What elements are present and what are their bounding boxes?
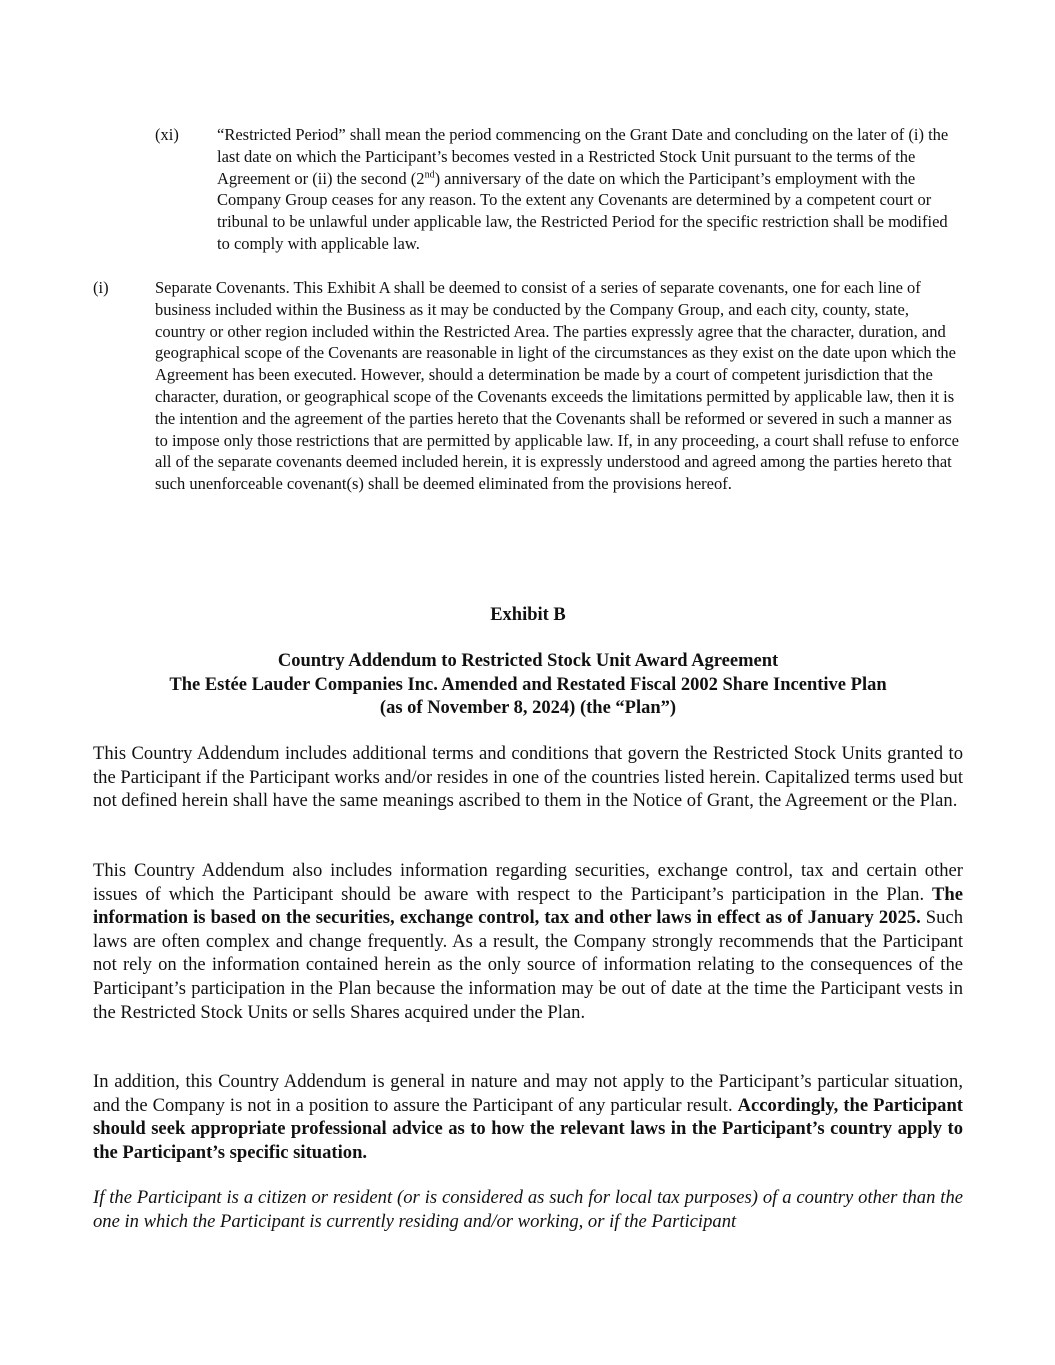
information-paragraph-end: Such laws are often complex and change frequently. As a result, the Company strongly recommends that the Participant not rely on the information contained herein as the only source of information relating to the consequences of the Participant’s participation in the Plan because the information may be out of date at the time the Participant vests in the Restricted Stock Units or sells Shares acquired under the Plan. bbox=[93, 907, 963, 1023]
item-label-i: (i) bbox=[93, 278, 109, 297]
restricted-period-text-end: ) anniversary of the date on which the Participant’s employment with the Company Group ceases for any reason. To the extent any Covenants are determined by a competent court or tribunal to be unlawful under applicable law, the Restricted Period for the specific restriction shall be modified to comply with applicable law. bbox=[217, 168, 948, 253]
advice-paragraph-bold: Accordingly, the Participant should seek appropriate professional advice as to how the relevant laws in the Participant’s country apply to the Participant’s specific situation. bbox=[93, 1094, 963, 1163]
information-paragraph bbox=[93, 859, 963, 1024]
separate-covenants-text: Separate Covenants. This Exhibit A shall be deemed to consist of a series of separate covenants, one for each line of business included within the Business as it may be conducted by the Company Group, and each city, county, state, country or other region included within the Restricted Area. The parties expressly agree that the character, duration, and geographical scope of the Covenants are reasonable in light of the circumstances as they exist on the date upon which the Agreement has been executed. However, should a determination be made by a court of competent jurisdiction that the character, duration, or geographical scope of the Covenants exceeds the limitations permitted by applicable law, then it is the intention and the agreement of the parties hereto that the Covenants shall be reformed or severed in such a manner as to impose only those restrictions that are permitted by applicable law. If, in any proceeding, a court shall refuse to enforce all of the separate covenants deemed included herein, it is expressly understood and agreed among the parties hereto that such unenforceable covenant(s) shall be deemed eliminated from the provisions hereof. bbox=[155, 278, 959, 494]
restricted-period-text-start: “Restricted Period” shall mean the period commencing on the Grant Date and concluding on the later of (i) the last date on which the Participant’s becomes vested in a Restricted Stock Unit pursuant to the terms of the Agreement or (ii) the second (2 bbox=[217, 125, 949, 188]
restricted-period-text bbox=[217, 124, 957, 255]
exhibit-title: Exhibit B bbox=[490, 605, 566, 625]
addendum-heading-line-2: The Estée Lauder Companies Inc. Amended and Restated Fiscal 2002 Share Incentive Plan bbox=[169, 674, 887, 695]
citizen-paragraph: If the Participant is a citizen or resident (or is considered as such for local tax purposes) of a country other than the one in which the Participant is currently residing and/or working, or if the Participant bbox=[93, 1187, 963, 1232]
information-paragraph-start: This Country Addendum also includes information regarding securities, exchange control, tax and certain other issues of which the Participant should be aware with respect to the Participant’s participation in the Plan. bbox=[93, 860, 963, 905]
ordinal-superscript: nd bbox=[424, 169, 435, 181]
addendum-heading-line-1: Country Addendum to Restricted Stock Unit Award Agreement bbox=[277, 651, 779, 671]
addendum-heading-line-3: (as of November 8, 2024) (the “Plan”) bbox=[379, 698, 677, 718]
information-paragraph-bold: The information is based on the securities, exchange control, tax and other laws in effect as of January 2025. bbox=[93, 883, 963, 929]
item-label-xi: (xi) bbox=[155, 125, 179, 144]
advice-paragraph-start: In addition, this Country Addendum is general in nature and may not apply to the Participant’s particular situation, and the Company is not in a position to assure the Participant of any particular result. bbox=[93, 1071, 963, 1116]
advice-paragraph bbox=[93, 1070, 963, 1164]
addendum-heading bbox=[93, 650, 963, 721]
intro-paragraph: This Country Addendum includes additional terms and conditions that govern the Restricted Stock Units granted to the Participant if the Participant works and/or resides in one of the countries listed herein. Capitalized terms used but not defined herein shall have the same meanings ascribed to them in the Notice of Grant, the Agreement or the Plan. bbox=[93, 743, 963, 812]
